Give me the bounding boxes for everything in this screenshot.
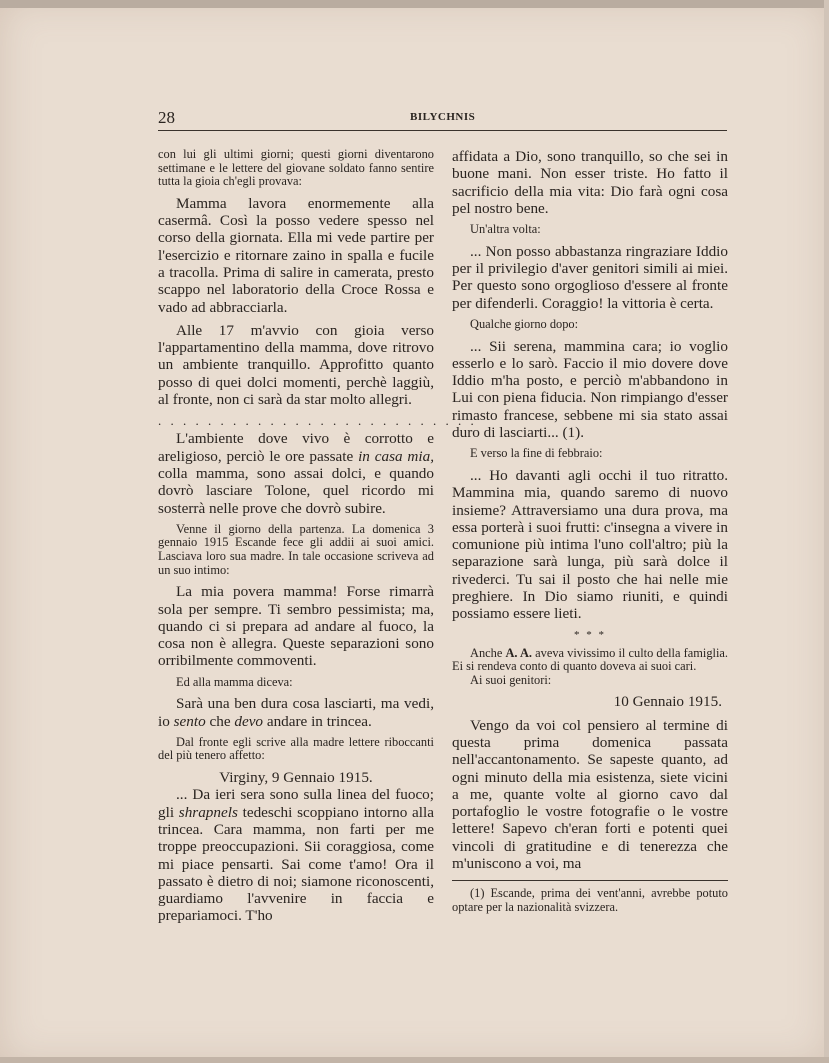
letter-paragraph: La mia povera mamma! Forse rimarrà sola per sempre. Ti sembro pessimista; ma, quando ci si prepara ad andare al fuoco, la cosa non è allegra. Queste separazioni sono orribilmente commoventi. <box>158 583 434 670</box>
left-column <box>158 147 477 925</box>
section-separator: * * * <box>574 628 606 641</box>
letter-paragraph: ... Sii serena, mammina cara; io voglio esserlo e lo sarò. Faccio il mio dovere dove Iddio m'ha posto, e perciò m'abbandono in Lui con piena fiducia. Non rimpiango d'esser rimasto francese, sebbene mi sia stato assai duro di lasciarti... (1). <box>452 337 728 442</box>
paragraph: Dal fronte egli scrive alla madre lettere riboccanti del più tenero affetto: <box>158 734 434 763</box>
letter-paragraph: ... Non posso abbastanza ringraziare Iddio per il privilegio d'aver genitori simili ai miei. Per questo sono orgoglioso d'essere al fronte per difenderli. Coraggio! la vittoria è certa. <box>452 242 728 312</box>
letter-paragraph: L'ambiente dove vivo è corrotto e areligioso, perciò le ore passate in casa mia, colla mamma, sono assai dolci, e quando dovrò lasciare Tolone, quel ricordo mi sosterrà nelle prove che dovrò subire. <box>158 430 435 517</box>
paragraph: con lui gli ultimi giorni; questi giorni diventarono settimane e le lettere del giovane soldato fanno sentire tutta la gioia ch'egli provava: <box>158 147 434 189</box>
letter-paragraph: affidata a Dio, sono tranquillo, so che sei in buone mani. Non esser triste. Ho fatto il sacrificio della mia vita: Dio farà ogni cosa pel nostro bene. <box>452 148 728 217</box>
letter-dateline: 10 Gennaio 1915. <box>613 693 722 711</box>
page-bottom-edge <box>0 1057 829 1063</box>
paragraph: Qualche giorno dopo: <box>470 316 579 331</box>
page-top-edge <box>0 0 829 8</box>
paragraph: Anche A. A. aveva vivissimo il culto della famiglia. Ei si rendeva conto di quanto doveva ai suoi cari. <box>452 645 728 674</box>
paragraph: Ed alla mamma diceva: <box>176 674 293 689</box>
page-right-edge <box>824 0 829 1063</box>
letter-paragraph: Vengo da voi col pensiero al termine di questa prima domenica passata nell'accantonamento. Se sapeste quanto, ad ogni minuto della mia esistenza, siete vicini a me, quante volte al giorno cavo dal portafoglio le vostre fotografie o le vostre lettere! Sapevo ch'eran forti e potenti quei vincoli di gratitudine e di tenerezza che m'uniscono a voi, ma <box>452 716 728 873</box>
paragraph: E verso la fine di febbraio: <box>470 446 603 461</box>
running-title: BILYCHNIS <box>410 111 476 123</box>
letter-paragraph: ... Da ieri sera sono sulla linea del fuoco; gli shrapnels tedeschi scoppiano intorno alla trincea. Cara mamma, non farti per me troppe preoccupazioni. Sii coraggiosa, come mi piace pensarti. Sai come t'amo! Ora il passato è dietro di noi; siamone riconoscenti, guardiamo l'avvenire in faccia e prepariamoci. T'ho <box>158 786 434 925</box>
letter-paragraph: Alle 17 m'avvio con gioia verso l'appartamentino della mamma, dove ritrovo un ambiente tranquillo. Approfitto quanto posso di quei dolci momenti, perchè laggiù, al fronte, non ci sarà da star molto allegri. <box>158 321 434 409</box>
ellipsis-separator: . . . . . . . . . . . . . . . . . . . . . . . . . . <box>158 413 477 429</box>
letter-paragraph: ... Ho davanti agli occhi il tuo ritratto. Mammina mia, quando saremo di nuovo insieme? Attraversiamo una dura prova, ma essa porterà i suoi frutti: c'insegna a vivere in comunione più intima l'uno coll'altro; più la separazione sarà lunga, più sarà dolce il rivederci. Tu sai il posto che hai nelle mie preghiere. In Dio siamo riuniti, e quindi possiamo essere lieti. <box>452 466 728 623</box>
paragraph: Un'altra volta: <box>470 222 541 237</box>
page-header <box>158 108 727 130</box>
letter-dateline: Virginy, 9 Gennaio 1915. <box>219 769 373 787</box>
header-rule <box>158 130 727 131</box>
paragraph: Venne il giorno della partenza. La domenica 3 gennaio 1915 Escande fece gli addii ai suoi amici. Lasciava loro sua madre. In tale occasione scriveva ad un suo intimo: <box>158 521 434 577</box>
footnote: (1) Escande, prima dei vent'anni, avrebbe potuto optare per la nazionalità svizzera. <box>452 886 728 914</box>
paragraph: Ai suoi genitori: <box>470 672 552 687</box>
letter-paragraph: Sarà una ben dura cosa lasciarti, ma vedi, io sento che devo andare in trincea. <box>158 695 434 730</box>
page-number: 28 <box>158 108 175 127</box>
letter-paragraph: Mamma lavora enormemente alla casermâ. Così la posso vedere spesso nel corso della giornata. Ella mi vede partire per l'esercizio e ritornare zaino in spalla e fucile a tracolla. Prima di salire in camerata, presto scappo nel laboratorio della Croce Rossa e vado ad abbracciarla. <box>158 194 434 316</box>
right-column <box>452 148 728 915</box>
footnote-rule <box>452 880 728 881</box>
